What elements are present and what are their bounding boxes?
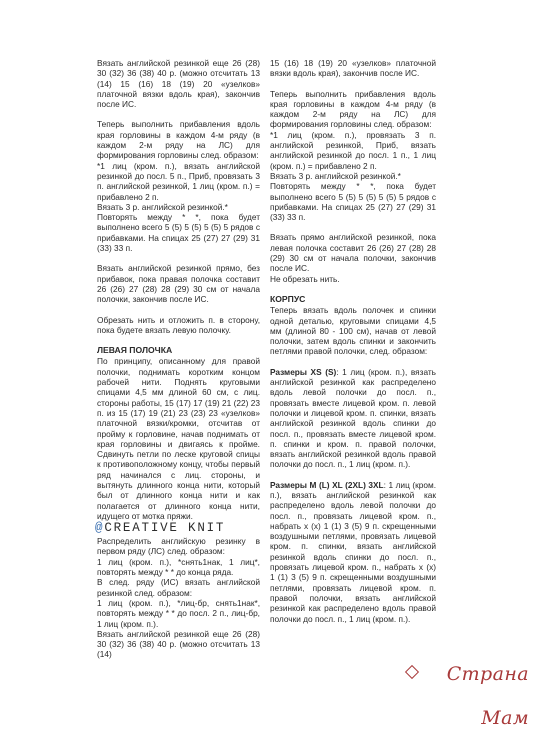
paragraph: 15 (16) 18 (19) 20 «узелков» платочной вязки вдоль края), закончив после ИС. [270, 58, 436, 79]
paragraph: Распределить английскую резинку в первом ряду (ЛС) след. образом: 1 лиц (кром. п.), *снять1нак, 1 лиц*, повторять между * * до конца ряда. В след. ряду (ИС) вязать английской резинкой след. образом: 1 лиц (кром. п.), *лиц-бр, снять1нак*, повторять между * * до посл. 2 п., лиц-бр, 1 лиц (кром. п.). Вязать английской резинкой еще 26 (28) 30 (32) 36 (38) 40 р. (можно отсчитать 13 (14) [97, 536, 260, 660]
paragraph: Вязать английской резинкой прямо, без прибавок, пока правая полочка составит 26 (26) 27 (28) 28 (29) 30 см от начала полочки, закончив после ИС. [97, 263, 260, 305]
watermark-text: CREATIVE KNIT [104, 521, 226, 536]
section-heading-body: КОРПУС [270, 293, 306, 304]
site-logo [407, 652, 529, 729]
paragraph: Обрезать нить и отложить п. в сторону, пока будете вязать левую полочку. [97, 314, 260, 335]
right-column [270, 58, 436, 634]
logo-diamond-icon [405, 665, 419, 679]
at-sign: @ [95, 521, 105, 536]
site-logo-text: Страна Мам [446, 663, 529, 729]
sizes-label: Размеры XS (S) [270, 366, 337, 377]
sizes-text: : 1 лиц (кром. п.), вязать английской резинкой как распределено вдоль левой полочки до посл. п., провязать лицевой кром. п., набрать х (х) 1 (1) 3 (5) 9 п. скрещенными воздушными петлями, провязать лицевой кром. п. спинки, вязать английской резинкой вдоль спинки до посл. п., провязать лицевой кром. п., набрать х (х) 1 (1) 3 (5) 9 п. скрещенными воздушными петлями, провязать лицевой кром. п. правой полочки, вязать английской резинкой как распределено вдоль правой полочки до посл. п., 1 лиц (кром. п.). [270, 479, 436, 624]
paragraph-sizes-xs-s [270, 367, 436, 470]
paragraph: Теперь выполнить прибавления вдоль края горловины в каждом 4-м ряду (в каждом 2-м ряду на ЛС) для формирования горловины след. образом: *1 лиц (кром. п.), вязать английской резинкой до посл. 5 п., Приб, провязать 3 п. английской резинкой, 1 лиц (кром. п.) = прибавлено 2 п. Вязать 3 р. английской резинкой.* Повторять между * *, пока будет выполнено всего 5 (5) 5 (5) 5 (5) 5 рядов с прибавками. На спицах 25 (27) 27 (29) 31 (33) 33 п. [97, 119, 260, 254]
section-heading-left-front: ЛЕВАЯ ПОЛОЧКА [97, 345, 173, 356]
paragraph-sizes-m-3xl [270, 480, 436, 624]
paragraph: По принципу, описанному для правой полочки, поднимать коротким концом рабочей нити. Поднять круговыми спицами 4,5 мм длиной 60 см, с лиц. стороны работы, 15 (17) 17 (19) 21 (22) 23 п. из 15 (17) 19 (21) 23 (23) 23 «узелков» платочной вязки/кромки, отсчитав от пройму к горловине, начав поднимать от края горловины и двигаясь к пройме. Сдвинуть петли по леске круговой спицы к противоположному концу, чтобы первый ряд начинался с лиц. стороны, и вытянуть длинного конца нити, который был от длинного конца нити и как полагается от длинного конца нити, идущего от мотка пряжи. [97, 356, 260, 521]
paragraph: Вязать английской резинкой еще 26 (28) 30 (32) 36 (38) 40 р. (можно отсчитать 13 (14) 15 (16) 18 (19) 20 «узелков» платочной вязки вдоль края), закончив после ИС. [97, 58, 260, 110]
paragraph: Теперь выполнить прибавления вдоль края горловины в каждом 4-м ряду (в каждом 2-м ряду на ЛС) для формирования горловины след. образом: *1 лиц (кром. п.), провязать 3 п. английской резинкой, Приб, вязать английской резинкой до посл. 1 п., 1 лиц (кром. п.) = прибавлено 2 п. Вязать 3 р. английской резинкой.* Повторять между * *, пока будет выполнено всего 5 (5) 5 (5) 5 (5) 5 рядов с прибавками. На спицах 25 (27) 27 (29) 31 (33) 33 п. [270, 88, 436, 223]
paragraph: Теперь вязать вдоль полочек и спинки одной деталью, круговыми спицами 4,5 мм (длиной 80 - 100 см), начав от левой полочки, затем вдоль спинки и закончить петлями правой полочки, след. образом: [270, 305, 436, 357]
sizes-label: Размеры M (L) XL (2XL) 3XL [270, 479, 384, 490]
left-column [97, 58, 260, 660]
sizes-text: : 1 лиц (кром. п.), вязать английской резинкой как распределено вдоль левой полочки до посл. п., провязать вместе лицевой кром. п. левой полочки и лицевой кром. п. спинки, вязать английской резинкой вдоль спинки до посл. п., провязать вместе лицевой кром. п. спинки и кром. п. правой полочки, вязать английской резинкой вдоль правой полочки до посл. п., 1 лиц (кром. п.). [270, 366, 436, 470]
paragraph: Вязать прямо английской резинкой, пока левая полочка составит 26 (26) 27 (28) 28 (29) 30 см от начала полочки, закончив после ИС. Не обрезать нить. [270, 232, 436, 284]
creative-knit-watermark [95, 521, 225, 535]
